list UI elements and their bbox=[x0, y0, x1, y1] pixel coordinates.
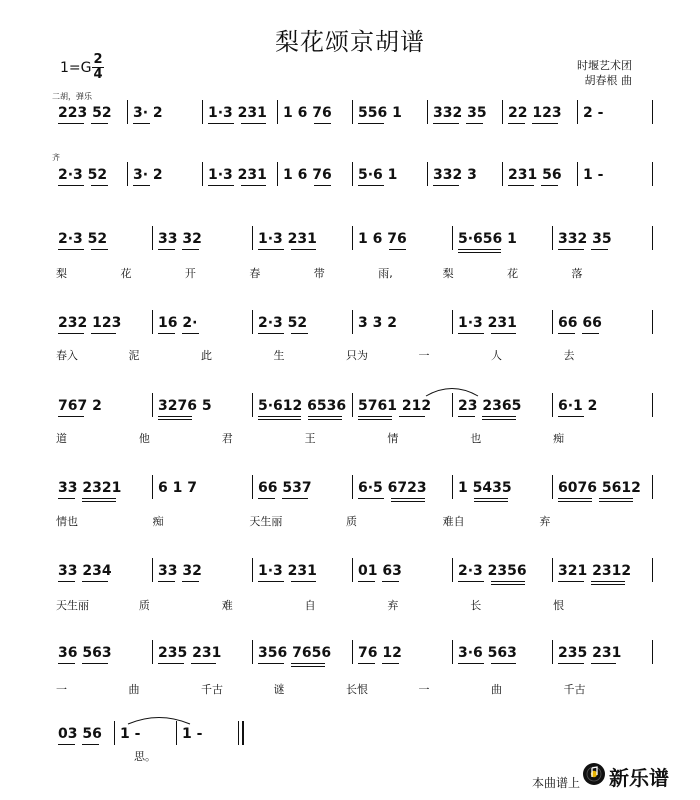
measure: 1·3 231 bbox=[258, 231, 317, 247]
barline bbox=[652, 393, 653, 417]
beam-line bbox=[291, 663, 325, 664]
beam-line bbox=[399, 416, 425, 417]
beam-line bbox=[82, 498, 116, 499]
beam-line bbox=[291, 581, 317, 582]
lyric-word: 情 bbox=[387, 432, 399, 445]
beam-line bbox=[58, 663, 75, 664]
barline bbox=[252, 226, 253, 250]
measure: 6·5 6723 bbox=[358, 480, 427, 496]
measure: 1 6 76 bbox=[283, 105, 332, 121]
measure: 223 52 bbox=[58, 105, 112, 121]
beam-line bbox=[508, 185, 534, 186]
barline bbox=[552, 310, 553, 334]
lyric-word: 长恨 bbox=[346, 683, 368, 696]
lyric-word: 痴 bbox=[553, 432, 565, 445]
measure: 1·3 231 bbox=[258, 563, 317, 579]
beam-line bbox=[314, 123, 331, 124]
beam-line bbox=[458, 249, 501, 250]
beam-line bbox=[282, 498, 308, 499]
beam-line bbox=[258, 419, 301, 420]
beam-line bbox=[82, 501, 116, 502]
lyric-word: 春 bbox=[249, 267, 261, 280]
beam-line bbox=[458, 663, 484, 664]
barline bbox=[452, 310, 453, 334]
measure: 5·612 6536 bbox=[258, 398, 347, 414]
barline bbox=[252, 475, 253, 499]
beam-line bbox=[558, 501, 592, 502]
beam-line bbox=[314, 185, 331, 186]
barline bbox=[427, 162, 428, 186]
beam-line bbox=[358, 185, 384, 186]
beam-line bbox=[474, 501, 508, 502]
lyric-word: 落 bbox=[571, 267, 583, 280]
barline bbox=[252, 310, 253, 334]
lyric-word: 思。 bbox=[134, 750, 156, 763]
measure: 33 234 bbox=[58, 563, 112, 579]
notation-line bbox=[52, 479, 652, 503]
beam-line bbox=[182, 581, 199, 582]
beam-line bbox=[491, 663, 517, 664]
lyric-word: 只为 bbox=[346, 349, 368, 362]
barline bbox=[452, 558, 453, 582]
measure: 232 123 bbox=[58, 315, 122, 331]
lyric-word: 弃 bbox=[387, 599, 399, 612]
instrument-note: 二胡，弹乐 bbox=[52, 92, 92, 101]
beam-line bbox=[491, 333, 517, 334]
beam-line bbox=[558, 498, 592, 499]
measure: 1 5435 bbox=[458, 480, 512, 496]
barline bbox=[252, 558, 253, 582]
barline bbox=[652, 475, 653, 499]
barline bbox=[352, 640, 353, 664]
beam-line bbox=[389, 249, 406, 250]
measure: 1 - bbox=[120, 726, 141, 742]
lyric-word: 开 bbox=[184, 267, 196, 280]
measure: 235 231 bbox=[558, 645, 622, 661]
measure: 33 32 bbox=[158, 563, 202, 579]
lyric-word: 质 bbox=[346, 515, 357, 528]
lyric-word: 一 bbox=[418, 349, 430, 362]
beam-line bbox=[491, 584, 525, 585]
lyric-word: 花 bbox=[507, 267, 519, 280]
beam-line bbox=[358, 419, 392, 420]
barline bbox=[127, 100, 128, 124]
page-title: 梨花颂京胡谱 bbox=[275, 28, 425, 56]
lyric-word: 一 bbox=[56, 683, 67, 696]
measure: 6 1 7 bbox=[158, 480, 197, 496]
lyric-word: 梨 bbox=[442, 267, 454, 280]
measure: 03 56 bbox=[58, 726, 102, 742]
beam-line bbox=[358, 416, 392, 417]
measure: 16 2· bbox=[158, 315, 198, 331]
beam-line bbox=[158, 416, 192, 417]
beam-line bbox=[599, 498, 633, 499]
barline bbox=[352, 558, 353, 582]
beam-line bbox=[58, 249, 84, 250]
beam-line bbox=[208, 123, 234, 124]
section-mark: 齐 bbox=[52, 153, 60, 162]
beam-line bbox=[91, 249, 108, 250]
measure: 1 - bbox=[583, 167, 604, 183]
beam-line bbox=[391, 501, 425, 502]
barline bbox=[552, 393, 553, 417]
measure: 356 7656 bbox=[258, 645, 332, 661]
beam-line bbox=[591, 581, 625, 582]
beam-line bbox=[382, 663, 399, 664]
key-signature: 1=G bbox=[60, 60, 92, 76]
measure: 3·6 563 bbox=[458, 645, 517, 661]
beam-line bbox=[133, 185, 150, 186]
beam-line bbox=[358, 498, 384, 499]
barline bbox=[352, 310, 353, 334]
beam-line bbox=[458, 333, 484, 334]
barline bbox=[452, 640, 453, 664]
barline bbox=[577, 162, 578, 186]
beam-line bbox=[532, 123, 558, 124]
barline bbox=[552, 640, 553, 664]
lyric-word: 他 bbox=[138, 432, 150, 445]
barline bbox=[127, 162, 128, 186]
beam-line bbox=[591, 249, 608, 250]
footer-caption: 本曲谱上 bbox=[531, 776, 580, 790]
lyric-word: 天生丽 bbox=[249, 515, 283, 528]
lyric-word: 也 bbox=[470, 432, 482, 445]
barline bbox=[152, 310, 153, 334]
beam-line bbox=[58, 123, 84, 124]
beam-line bbox=[508, 123, 525, 124]
measure: 321 2312 bbox=[558, 563, 632, 579]
measure: 231 56 bbox=[508, 167, 562, 183]
beam-line bbox=[58, 333, 84, 334]
measure: 1·3 231 bbox=[458, 315, 517, 331]
time-signature-denominator: 4 bbox=[93, 67, 103, 82]
lyric-word: 生 bbox=[273, 349, 285, 362]
measure: 5·656 1 bbox=[458, 231, 517, 247]
beam-line bbox=[208, 185, 234, 186]
beam-line bbox=[308, 419, 342, 420]
beam-line bbox=[591, 663, 617, 664]
measure: 332 3 bbox=[433, 167, 477, 183]
barline bbox=[652, 226, 653, 250]
barline bbox=[552, 558, 553, 582]
beam-line bbox=[258, 663, 284, 664]
beam-line bbox=[291, 666, 325, 667]
measure: 5761 212 bbox=[358, 398, 432, 414]
barline bbox=[352, 226, 353, 250]
measure: 235 231 bbox=[158, 645, 222, 661]
barline bbox=[452, 475, 453, 499]
beam-line bbox=[558, 581, 584, 582]
measure: 2·3 52 bbox=[258, 315, 308, 331]
measure: 22 123 bbox=[508, 105, 562, 121]
repeat-end-barline bbox=[238, 721, 244, 745]
lyric-word: 曲 bbox=[491, 683, 502, 696]
lyric-word: 梨 bbox=[56, 267, 67, 280]
beam-line bbox=[382, 581, 399, 582]
measure: 2 - bbox=[583, 105, 604, 121]
lyric-word: 恨 bbox=[553, 599, 565, 612]
beam-line bbox=[158, 249, 175, 250]
measure: 1 6 76 bbox=[283, 167, 332, 183]
beam-line bbox=[91, 333, 117, 334]
barline bbox=[352, 162, 353, 186]
notation-line bbox=[52, 562, 652, 586]
measure: 33 32 bbox=[158, 231, 202, 247]
beam-line bbox=[182, 249, 199, 250]
lyric-word: 千古 bbox=[563, 683, 586, 696]
lyric-word: 情也 bbox=[56, 515, 78, 528]
notation-line bbox=[52, 644, 652, 668]
measure: 01 63 bbox=[358, 563, 402, 579]
lyric-word: 道 bbox=[56, 432, 67, 445]
beam-line bbox=[582, 333, 599, 334]
beam-line bbox=[158, 663, 184, 664]
lyric-word: 自 bbox=[304, 599, 316, 612]
barline bbox=[352, 393, 353, 417]
measure: 3 3 2 bbox=[358, 315, 397, 331]
beam-line bbox=[58, 416, 84, 417]
beam-line bbox=[466, 123, 483, 124]
composer-credit: 胡春根 曲 bbox=[584, 74, 632, 87]
beam-line bbox=[558, 333, 575, 334]
beam-line bbox=[158, 581, 175, 582]
performer-credit: 时堰艺术团 bbox=[577, 59, 632, 72]
lyric-word: 弃 bbox=[539, 515, 551, 528]
barline bbox=[202, 162, 203, 186]
beam-line bbox=[258, 498, 275, 499]
measure: 76 12 bbox=[358, 645, 402, 661]
beam-line bbox=[291, 333, 308, 334]
beam-line bbox=[82, 663, 108, 664]
lyric-word: 曲 bbox=[128, 683, 140, 696]
barline bbox=[352, 100, 353, 124]
measure: 6·1 2 bbox=[558, 398, 598, 414]
measure: 1 6 76 bbox=[358, 231, 407, 247]
beam-line bbox=[433, 185, 459, 186]
lyric-word: 此 bbox=[201, 349, 212, 362]
barline bbox=[114, 721, 115, 745]
brand-name: 新乐谱 bbox=[609, 766, 669, 790]
measure: 6076 5612 bbox=[558, 480, 641, 496]
barline bbox=[502, 162, 503, 186]
barline bbox=[502, 100, 503, 124]
tie-slur bbox=[124, 713, 194, 725]
beam-line bbox=[474, 498, 508, 499]
measure: 66 537 bbox=[258, 480, 312, 496]
beam-line bbox=[191, 663, 217, 664]
measure: 3· 2 bbox=[133, 105, 163, 121]
lyric-word: 天生丽 bbox=[56, 599, 89, 612]
lyric-word: 痴 bbox=[152, 515, 164, 528]
measure: 2·3 52 bbox=[58, 231, 108, 247]
measure: 33 2321 bbox=[58, 480, 122, 496]
barline bbox=[152, 640, 153, 664]
measure: 556 1 bbox=[358, 105, 402, 121]
beam-line bbox=[491, 581, 525, 582]
beam-line bbox=[58, 185, 84, 186]
barline bbox=[552, 475, 553, 499]
barline bbox=[252, 640, 253, 664]
measure: 767 2 bbox=[58, 398, 102, 414]
beam-line bbox=[458, 252, 501, 253]
tie-slur bbox=[422, 383, 482, 397]
lyric-word: 雨, bbox=[378, 267, 393, 280]
beam-line bbox=[599, 501, 633, 502]
beam-line bbox=[82, 581, 108, 582]
barline bbox=[652, 640, 653, 664]
notation-line bbox=[52, 104, 652, 128]
measure: 66 66 bbox=[558, 315, 602, 331]
barline bbox=[352, 475, 353, 499]
notation-line bbox=[52, 166, 652, 190]
beam-line bbox=[258, 249, 284, 250]
measure: 3276 5 bbox=[158, 398, 212, 414]
notation-line bbox=[52, 230, 652, 254]
lyric-word: 谜 bbox=[273, 683, 285, 696]
measure: 1 - bbox=[182, 726, 203, 742]
beam-line bbox=[58, 498, 75, 499]
notation-line bbox=[52, 314, 652, 338]
beam-line bbox=[358, 123, 384, 124]
beam-line bbox=[591, 584, 625, 585]
beam-line bbox=[391, 498, 425, 499]
beam-line bbox=[182, 333, 199, 334]
lyric-word: 长 bbox=[470, 599, 482, 612]
notation-line bbox=[52, 725, 652, 749]
beam-line bbox=[58, 744, 75, 745]
lyric-word: 花 bbox=[120, 267, 132, 280]
barline bbox=[152, 226, 153, 250]
beam-line bbox=[82, 744, 99, 745]
lyric-word: 王 bbox=[304, 432, 316, 445]
measure: 2·3 52 bbox=[58, 167, 108, 183]
barline bbox=[652, 558, 653, 582]
lyric-word: 去 bbox=[563, 349, 575, 362]
measure: 2·3 2356 bbox=[458, 563, 527, 579]
barline bbox=[652, 100, 653, 124]
barline bbox=[652, 162, 653, 186]
beam-line bbox=[308, 416, 342, 417]
measure: 3· 2 bbox=[133, 167, 163, 183]
beam-line bbox=[91, 185, 108, 186]
beam-line bbox=[558, 663, 584, 664]
beam-line bbox=[58, 581, 75, 582]
time-signature-numerator: 2 bbox=[93, 52, 103, 67]
measure: 1·3 231 bbox=[208, 105, 267, 121]
notation-line bbox=[52, 397, 652, 421]
beam-line bbox=[258, 581, 284, 582]
measure: 1·3 231 bbox=[208, 167, 267, 183]
lyric-word: 春入 bbox=[56, 349, 78, 362]
lyric-word: 质 bbox=[138, 599, 150, 612]
barline bbox=[152, 393, 153, 417]
beam-line bbox=[258, 333, 284, 334]
lyric-word: 泥 bbox=[128, 349, 140, 362]
measure: 332 35 bbox=[558, 231, 612, 247]
beam-line bbox=[158, 333, 175, 334]
measure: 23 2365 bbox=[458, 398, 522, 414]
beam-line bbox=[482, 416, 516, 417]
beam-line bbox=[158, 419, 192, 420]
barline bbox=[427, 100, 428, 124]
beam-line bbox=[458, 581, 484, 582]
measure: 5·6 1 bbox=[358, 167, 398, 183]
beam-line bbox=[258, 416, 301, 417]
beam-line bbox=[291, 249, 317, 250]
barline bbox=[577, 100, 578, 124]
beam-line bbox=[482, 419, 516, 420]
lyric-word: 难自 bbox=[442, 515, 465, 528]
lyric-word: 人 bbox=[491, 349, 502, 362]
lyric-word: 千古 bbox=[201, 683, 223, 696]
lyric-word: 难 bbox=[221, 599, 233, 612]
measure: 332 35 bbox=[433, 105, 487, 121]
barline bbox=[552, 226, 553, 250]
barline bbox=[202, 100, 203, 124]
beam-line bbox=[241, 185, 267, 186]
barline bbox=[152, 558, 153, 582]
beam-line bbox=[433, 123, 459, 124]
barline bbox=[452, 226, 453, 250]
beam-line bbox=[358, 581, 375, 582]
lyric-word: 带 bbox=[313, 267, 325, 280]
beam-line bbox=[358, 663, 375, 664]
beam-line bbox=[91, 123, 108, 124]
measure: 36 563 bbox=[58, 645, 112, 661]
beam-line bbox=[558, 416, 584, 417]
lyric-word: 一 bbox=[418, 683, 430, 696]
barline bbox=[277, 162, 278, 186]
beam-line bbox=[241, 123, 267, 124]
barline bbox=[252, 393, 253, 417]
lyric-word: 君 bbox=[221, 432, 233, 445]
barline bbox=[652, 310, 653, 334]
beam-line bbox=[558, 249, 584, 250]
beam-line bbox=[133, 123, 150, 124]
beam-line bbox=[541, 185, 558, 186]
barline bbox=[152, 475, 153, 499]
record-disc-icon bbox=[582, 762, 606, 786]
barline bbox=[277, 100, 278, 124]
beam-line bbox=[458, 416, 475, 417]
